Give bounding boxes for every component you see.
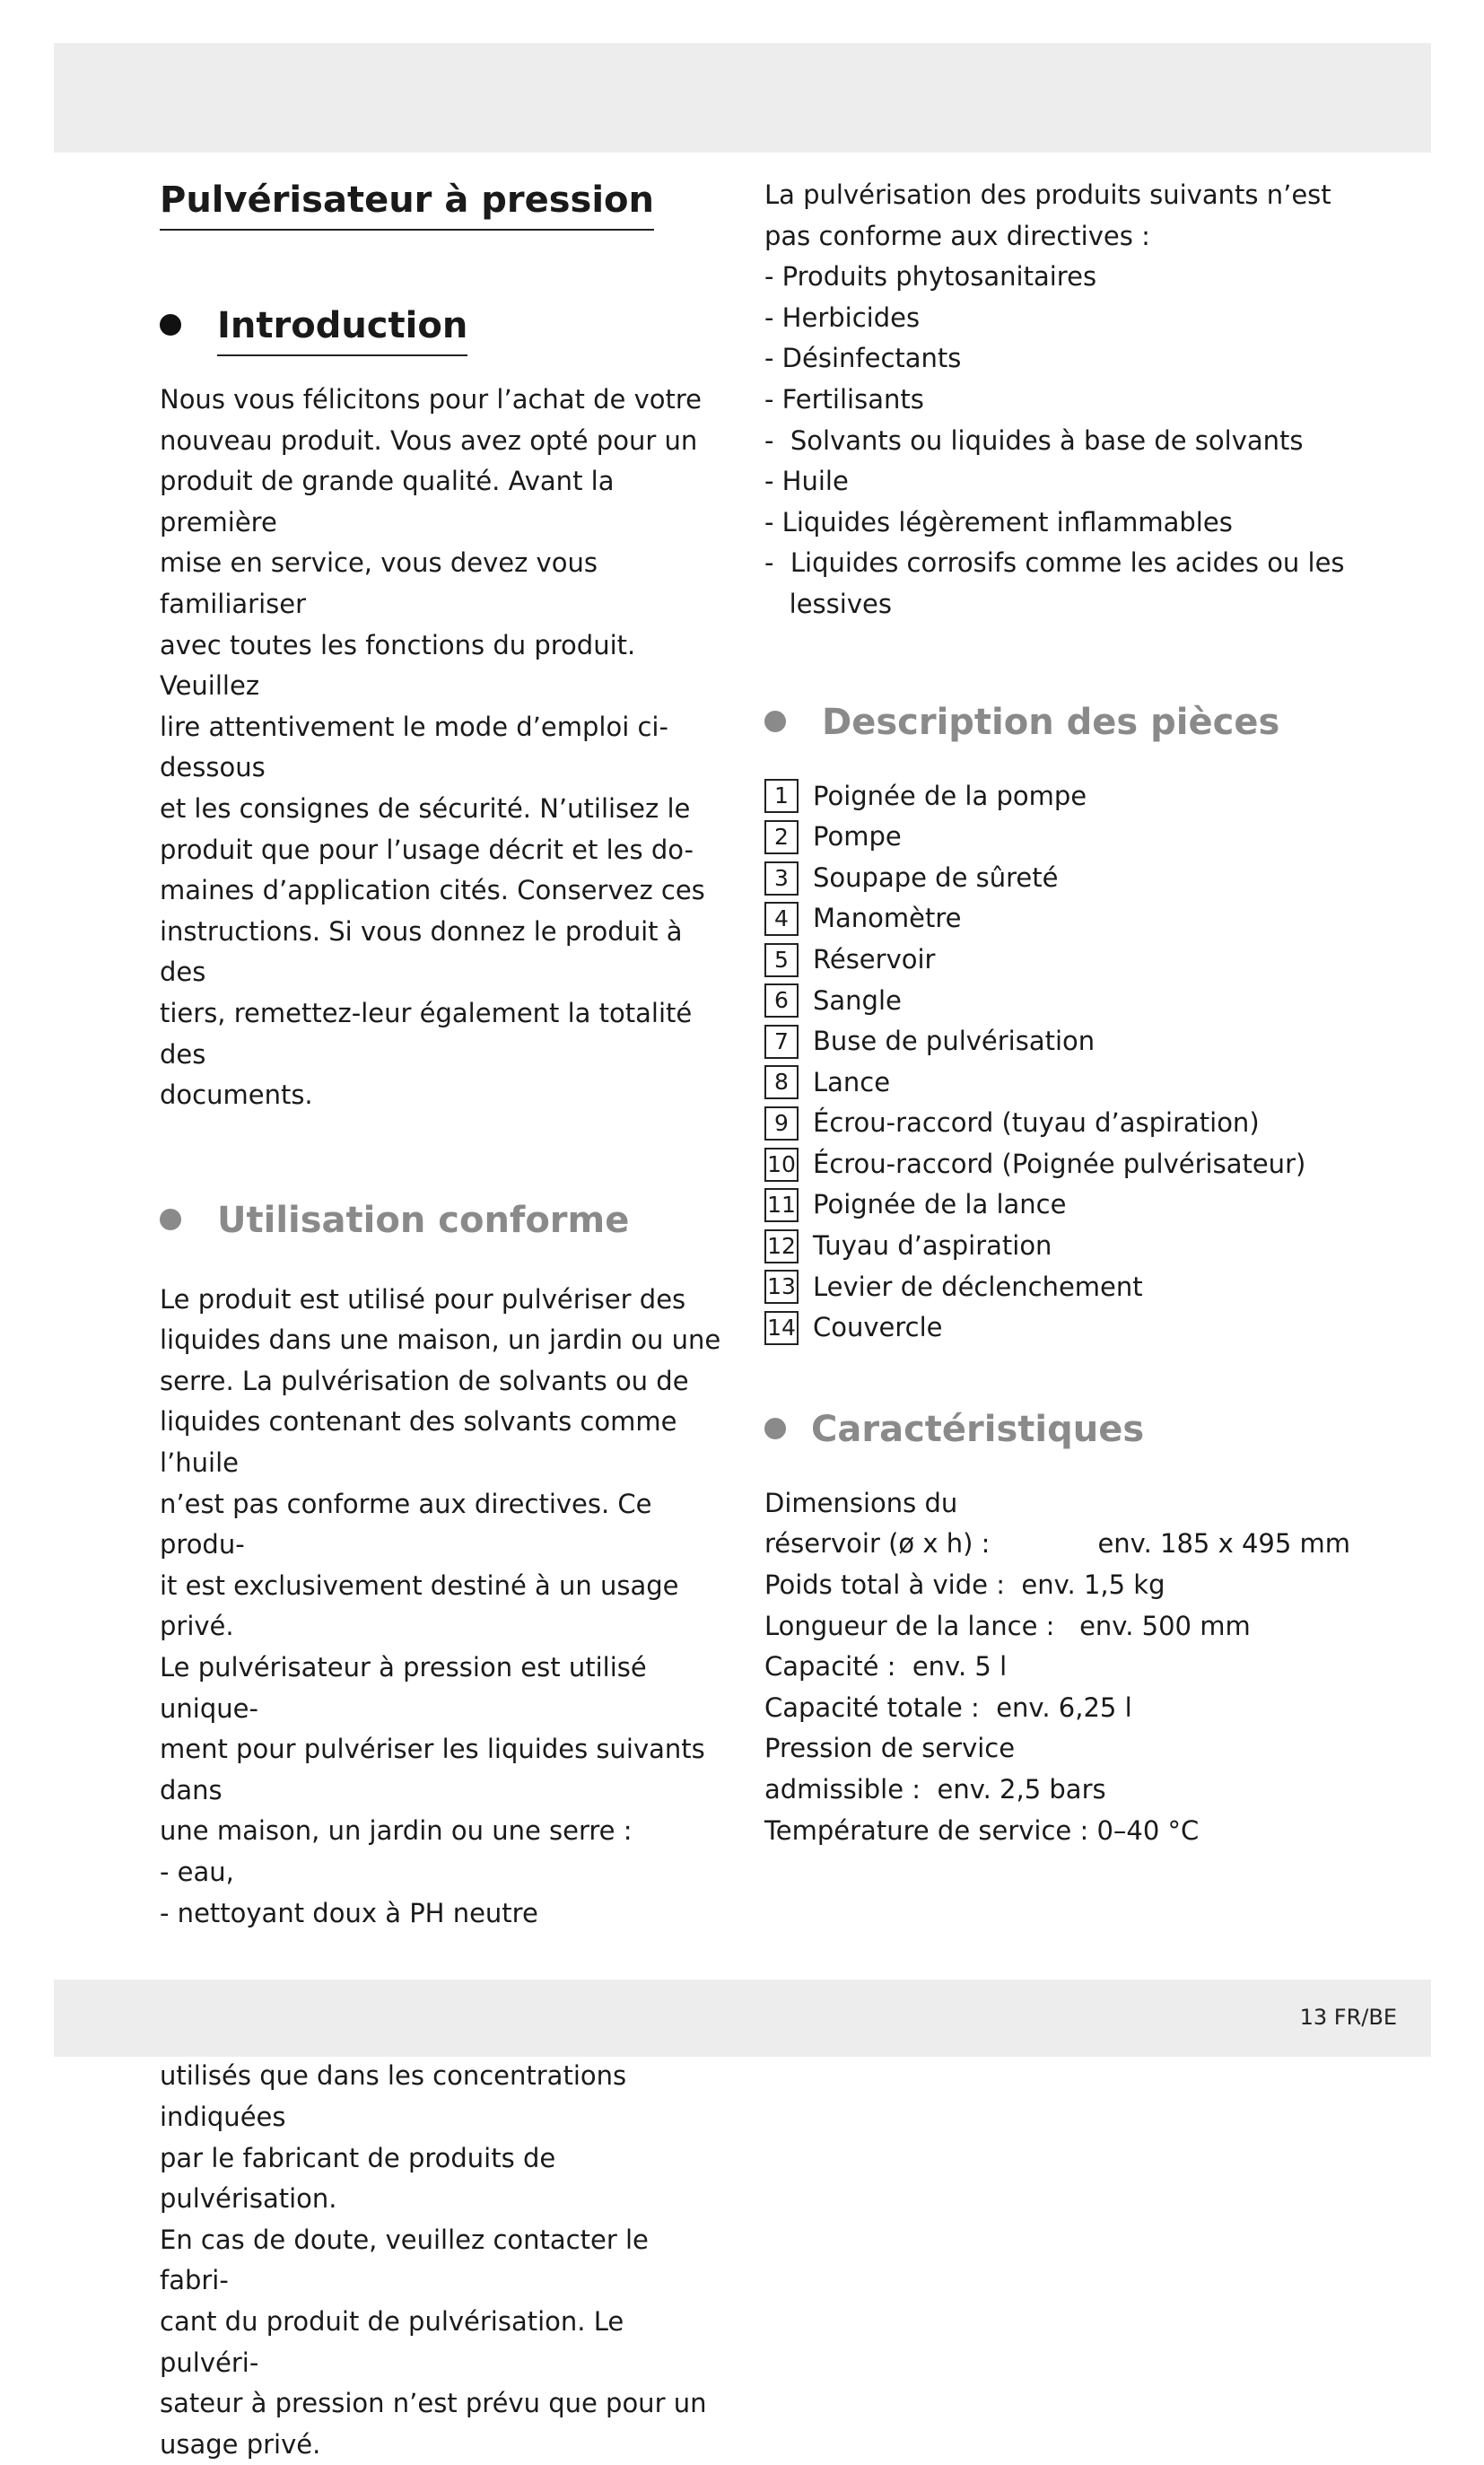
text-line: n’est pas conforme aux directives. Ce produ- — [160, 1488, 652, 1560]
text-line: mise en service, vous devez vous familiariser — [160, 547, 598, 619]
list-item — [764, 940, 1348, 981]
part-label: Levier de déclenchement — [813, 1271, 1143, 1302]
text-line: Nous vous félicitons pour l’achat de votre — [160, 384, 703, 415]
spec-line: admissible : env. 2,5 bars — [764, 1774, 1106, 1805]
part-label: Poignée de la pompe — [813, 780, 1087, 811]
list-item — [764, 817, 1348, 858]
specs-list — [764, 1483, 1351, 1851]
list-item — [764, 898, 1348, 940]
text-line: sateur à pression n’est prévu que pour un — [160, 2388, 707, 2419]
text-line: Le produit est utilisé pour pulvériser des — [160, 1283, 686, 1315]
list-item — [764, 1021, 1348, 1062]
list-item: - Liquides légèrement inflammables — [764, 506, 1233, 538]
parts-list — [764, 776, 1348, 1349]
bullet-icon — [764, 1418, 786, 1439]
text-line: - eau, — [160, 1857, 234, 1887]
list-item — [764, 1103, 1348, 1144]
spec-line: Pression de service — [764, 1733, 1016, 1764]
part-number: 11 — [764, 1188, 799, 1222]
text-line: et les consignes de sécurité. N’utilisez le — [160, 792, 691, 824]
caracteristiques-heading-label: Caractéristiques — [811, 1408, 1145, 1450]
utilisation-heading-label: Utilisation conforme — [217, 1199, 630, 1241]
part-label: Manomètre — [813, 903, 962, 934]
bullet-icon — [160, 314, 181, 336]
text-line: liquides dans une maison, un jardin ou une — [160, 1324, 721, 1356]
list-item: - Fertilisants — [764, 383, 924, 415]
text-line: pas conforme aux directives : — [764, 220, 1150, 251]
document-title: Pulvérisateur à pression — [160, 175, 654, 231]
list-item — [764, 1226, 1348, 1267]
list-item: - Produits phytosanitaires — [764, 261, 1097, 293]
list-item: lessives — [764, 588, 892, 619]
list-item: - Herbicides — [764, 302, 921, 333]
text-line: maines d’application cités. Conservez ces — [160, 875, 705, 906]
list-item: - Liquides corrosifs comme les acides ou les — [764, 547, 1345, 579]
bullet-icon — [160, 1209, 181, 1230]
part-number: 10 — [764, 1148, 799, 1182]
part-number: 1 — [764, 779, 799, 813]
list-item — [764, 1062, 1348, 1104]
part-number: 14 — [764, 1311, 799, 1345]
spec-value: env. 185 x 495 mm — [1097, 1528, 1351, 1560]
right-column — [764, 175, 1351, 1851]
part-label: Couvercle — [813, 1312, 943, 1343]
list-item: - Huile — [764, 466, 849, 497]
footer-band — [54, 1980, 1431, 2057]
utilisation-paragraph-1 — [160, 1280, 725, 1935]
part-label: Lance — [813, 1066, 891, 1097]
text-line: La pulvérisation des produits suivants n’est — [764, 179, 1331, 210]
text-line: avec toutes les fonctions du produit. Veuillez — [160, 629, 636, 702]
part-label: Poignée de la lance — [813, 1189, 1067, 1220]
part-number: 5 — [764, 943, 799, 977]
pieces-heading-label: Description des pièces — [822, 701, 1280, 743]
spec-line: Longueur de la lance : env. 500 mm — [764, 1610, 1251, 1641]
text-line: utilisés que dans les concentrations indiquées — [160, 2060, 627, 2132]
header-band — [54, 43, 1431, 153]
part-label: Écrou-raccord (Poignée pulvérisateur) — [813, 1148, 1306, 1179]
text-line: En cas de doute, veuillez contacter le fabri- — [160, 2224, 649, 2296]
text-line: usage privé. — [160, 2428, 321, 2460]
spec-line: Poids total à vide : env. 1,5 kg — [764, 1569, 1165, 1601]
utilisation-heading — [160, 1195, 725, 1246]
text-line: - nettoyant doux à PH neutre — [160, 1897, 538, 1928]
text-line: par le fabricant de produits de pulvérisation. — [160, 2142, 556, 2215]
introduction-heading-label: Introduction — [217, 301, 467, 356]
part-number: 13 — [764, 1270, 799, 1304]
part-number: 3 — [764, 861, 799, 896]
text-line: ment pour pulvériser les liquides suivants dans — [160, 1734, 705, 1805]
text-line: Le pulvérisateur à pression est utilisé unique- — [160, 1652, 647, 1724]
list-item — [764, 1144, 1348, 1185]
introduction-heading — [160, 301, 725, 356]
part-label: Réservoir — [813, 943, 936, 975]
text-line: nouveau produit. Vous avez opté pour un — [160, 424, 698, 456]
part-label: Soupape de sûreté — [813, 861, 1059, 893]
part-number: 7 — [764, 1025, 799, 1059]
list-item — [764, 776, 1348, 817]
text-line: serre. La pulvérisation de solvants ou de — [160, 1365, 689, 1396]
part-label: Sangle — [813, 984, 902, 1016]
page-number: 13 FR/BE — [1299, 2005, 1397, 2030]
text-line: tiers, remettez-leur également la totalité des — [160, 997, 693, 1070]
text-line: instructions. Si vous donnez le produit à des — [160, 915, 683, 988]
part-number: 6 — [764, 983, 799, 1018]
list-item — [764, 1184, 1348, 1226]
part-label: Pompe — [813, 821, 902, 852]
part-number: 2 — [764, 820, 799, 854]
text-line: liquides contenant des solvants comme l’huile — [160, 1406, 677, 1479]
caracteristiques-heading — [764, 1404, 1348, 1455]
part-label: Tuyau d’aspiration — [813, 1230, 1052, 1262]
part-number: 12 — [764, 1229, 799, 1263]
part-label: Écrou-raccord (tuyau d’aspiration) — [813, 1107, 1260, 1139]
left-column — [160, 175, 725, 2465]
text-line: it est exclusivement destiné à un usage privé. — [160, 1569, 679, 1642]
spec-line: Température de service : 0–40 °C — [764, 1814, 1200, 1846]
pieces-heading — [764, 697, 1348, 747]
spec-line: Dimensions du — [764, 1487, 958, 1518]
text-line: produit de grande qualité. Avant la première — [160, 466, 615, 538]
list-item — [764, 1307, 1348, 1349]
spec-line: Capacité totale : env. 6,25 l — [764, 1691, 1132, 1723]
list-item — [764, 858, 1348, 899]
text-line: cant du produit de pulvérisation. Le pulvéri- — [160, 2305, 624, 2378]
introduction-paragraph — [160, 380, 725, 1116]
list-item: - Désinfectants — [764, 343, 962, 374]
spec-line — [764, 1524, 1351, 1565]
non-conforme-list — [764, 175, 1348, 625]
list-item — [764, 981, 1348, 1022]
spec-line: Capacité : env. 5 l — [764, 1651, 1008, 1683]
part-number: 8 — [764, 1065, 799, 1099]
text-line: produit que pour l’usage décrit et les do- — [160, 834, 694, 865]
part-label: Buse de pulvérisation — [813, 1026, 1096, 1057]
spec-label: réservoir (ø x h) : — [764, 1528, 991, 1560]
text-line: une maison, un jardin ou une serre : — [160, 1815, 633, 1847]
list-item — [764, 1267, 1348, 1308]
part-number: 4 — [764, 902, 799, 936]
list-item: - Solvants ou liquides à base de solvants — [764, 424, 1304, 456]
part-number: 9 — [764, 1106, 799, 1141]
bullet-icon — [764, 711, 786, 732]
text-line: lire attentivement le mode d’emploi ci-dessous — [160, 711, 668, 783]
text-line: documents. — [160, 1080, 313, 1111]
